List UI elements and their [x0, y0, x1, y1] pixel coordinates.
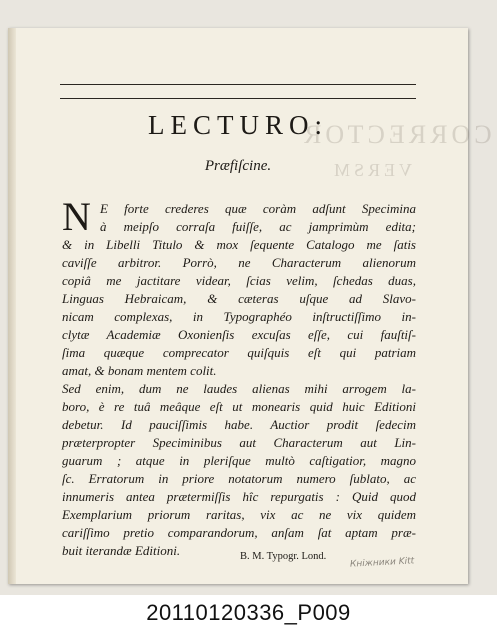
text-line: copiâ me jactitare videar, ſcias velim, ſchedas duas, — [62, 273, 416, 288]
text-line: Sed enim, dum ne laudes alienas mihi arrogem la- — [62, 381, 416, 396]
text-line: clytæ Academiæ Oxonienſis excuſas eſſe, cui fauſtiſ- — [62, 327, 416, 342]
text-line: ſima quæque comprecator quiſquis eſt qui patriam — [62, 345, 416, 360]
text-line: innumeris antea prætermiſſis hîc repurgatis : Quid quod — [62, 489, 416, 504]
text-line: caviſſe arbitror. Porrò, ne Characterum alienorum — [62, 255, 416, 270]
printer-signature: B. M. Typogr. Lond. — [240, 551, 327, 562]
text-line: guarum ; atque in pleriſque multò caſtigatior, magno — [62, 453, 416, 468]
page-title: LECTURO: — [148, 110, 328, 140]
text-line: buit iterandæ Editioni. — [62, 543, 181, 558]
handwritten-note: Кніжники Kitt — [349, 556, 415, 570]
text-line: præterpropter Speciminibus aut Characterum aut Lin- — [62, 435, 416, 450]
drop-cap: N — [62, 194, 91, 239]
top-rule — [60, 84, 416, 85]
text-line: amat, & bonam mentem colit. — [62, 363, 217, 378]
image-caption: 20110120336_P009 — [146, 600, 351, 625]
page-subtitle: Præfiſcine. — [204, 158, 272, 174]
text-line: boro, è re tuâ meâque eſt ut monearis quid huic Editioni — [62, 399, 416, 414]
text-line: E forte crederes quæ coràm adſunt Specimina — [100, 201, 416, 216]
text-line: cariſſimo pretio comparandorum, anſam ſat aptam præ- — [62, 525, 416, 540]
text-line: ſc. Erratorum in priore notatorum numero ſublato, ac — [62, 471, 416, 486]
page-gutter — [8, 28, 16, 584]
text-line: nicam complexas, in Typographéo inſtructiſſimo in- — [62, 309, 416, 324]
text-line: Exemplarium priorum raritas, vix ac ne vix quidem — [62, 507, 416, 522]
top-rule-second — [60, 98, 416, 99]
body-text — [62, 200, 416, 560]
text-line: & in Libelli Titulo & mox ſequente Catalogo me ſatis — [62, 237, 416, 252]
text-line: debetur. Id pauciſſimis habe. Auctior prodit ſedecim — [62, 417, 416, 432]
text-line: Linguas Hebraicam, & cæteras uſque ad Slavo- — [62, 291, 416, 306]
text-line: à meipſo corraſa fuiſſe, ac jamprimùm edita; — [100, 219, 416, 234]
